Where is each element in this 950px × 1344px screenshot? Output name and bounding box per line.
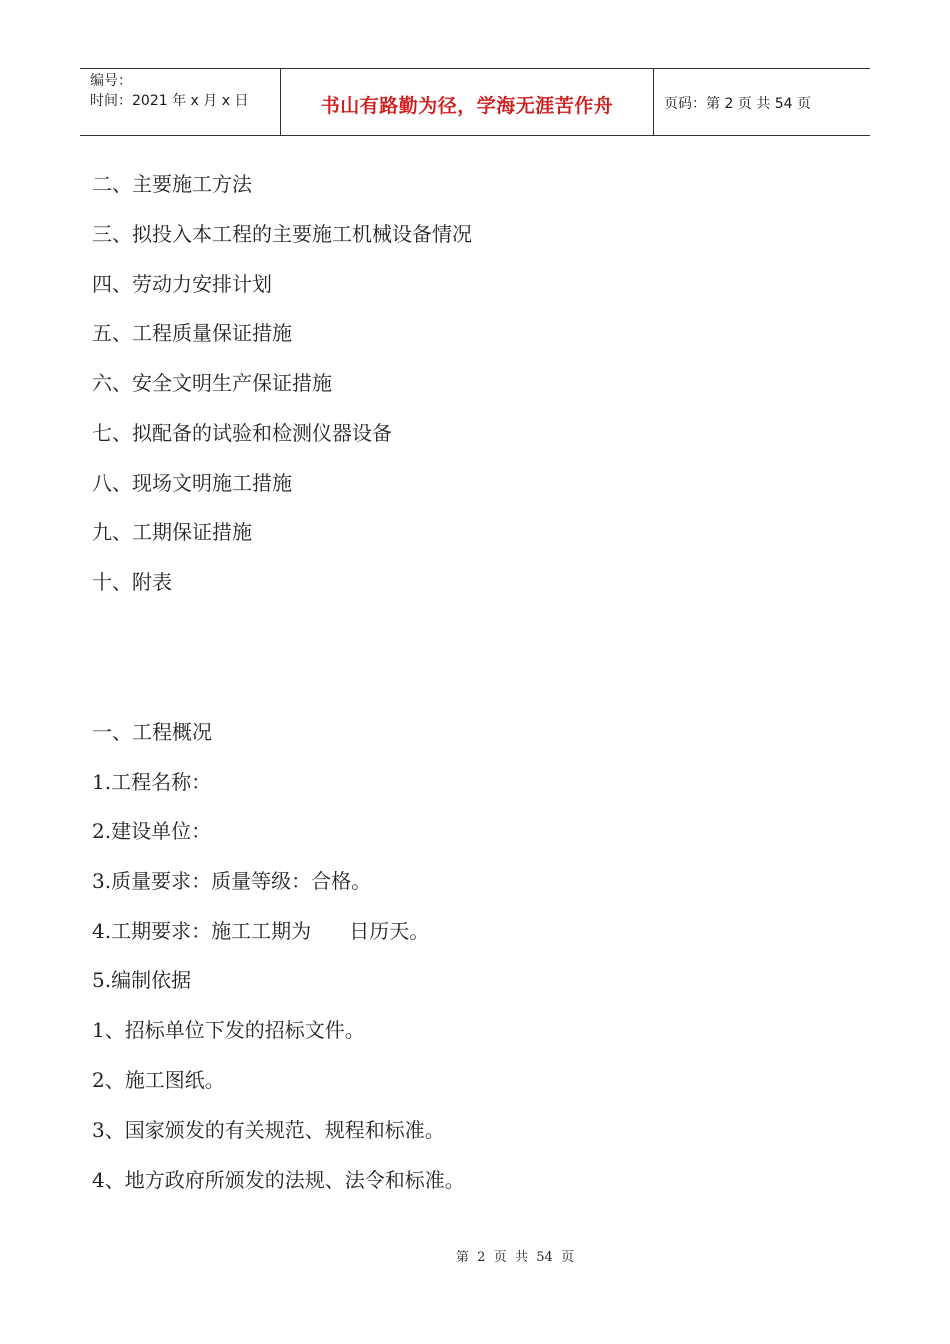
toc-item: 十、附表 — [92, 570, 172, 594]
toc-item: 五、工程质量保证措施 — [92, 321, 292, 345]
section-item: 4.工期要求：施工工期为 日历天。 — [92, 919, 430, 943]
section-item: 3、国家颁发的有关规范、规程和标准。 — [92, 1118, 445, 1142]
toc-item: 七、拟配备的试验和检测仪器设备 — [92, 421, 392, 445]
page-header — [80, 68, 870, 136]
section-item: 1.工程名称： — [92, 770, 212, 794]
section-item: 2、施工图纸。 — [92, 1068, 225, 1092]
section-item: 3.质量要求：质量等级：合格。 — [92, 869, 372, 893]
toc-item: 六、安全文明生产保证措施 — [92, 371, 332, 395]
toc-item: 三、拟投入本工程的主要施工机械设备情况 — [92, 222, 472, 246]
page-footer: 第 2 页 共 54 页 — [455, 1250, 575, 1265]
section-item: 1、招标单位下发的招标文件。 — [92, 1018, 365, 1042]
toc-item: 九、工期保证措施 — [92, 520, 252, 544]
header-meta — [80, 69, 281, 135]
section-item: 4、地方政府所颁发的法规、法令和标准。 — [92, 1168, 465, 1192]
section-title: 一、工程概况 — [92, 720, 212, 744]
toc-item: 二、主要施工方法 — [92, 172, 252, 196]
header-motto: 书山有路勤为径，学海无涯苦作舟 — [281, 69, 654, 135]
toc-item: 八、现场文明施工措施 — [92, 471, 292, 495]
section-item: 5.编制依据 — [92, 968, 192, 992]
header-number-label: 编号： — [90, 73, 132, 89]
header-page-info: 页码：第 2 页 共 54 页 — [664, 96, 811, 112]
header-time-label: 时间：2021 年 x 月 x 日 — [90, 93, 249, 109]
section-item: 2.建设单位： — [92, 819, 212, 843]
toc-item: 四、劳动力安排计划 — [92, 272, 272, 296]
